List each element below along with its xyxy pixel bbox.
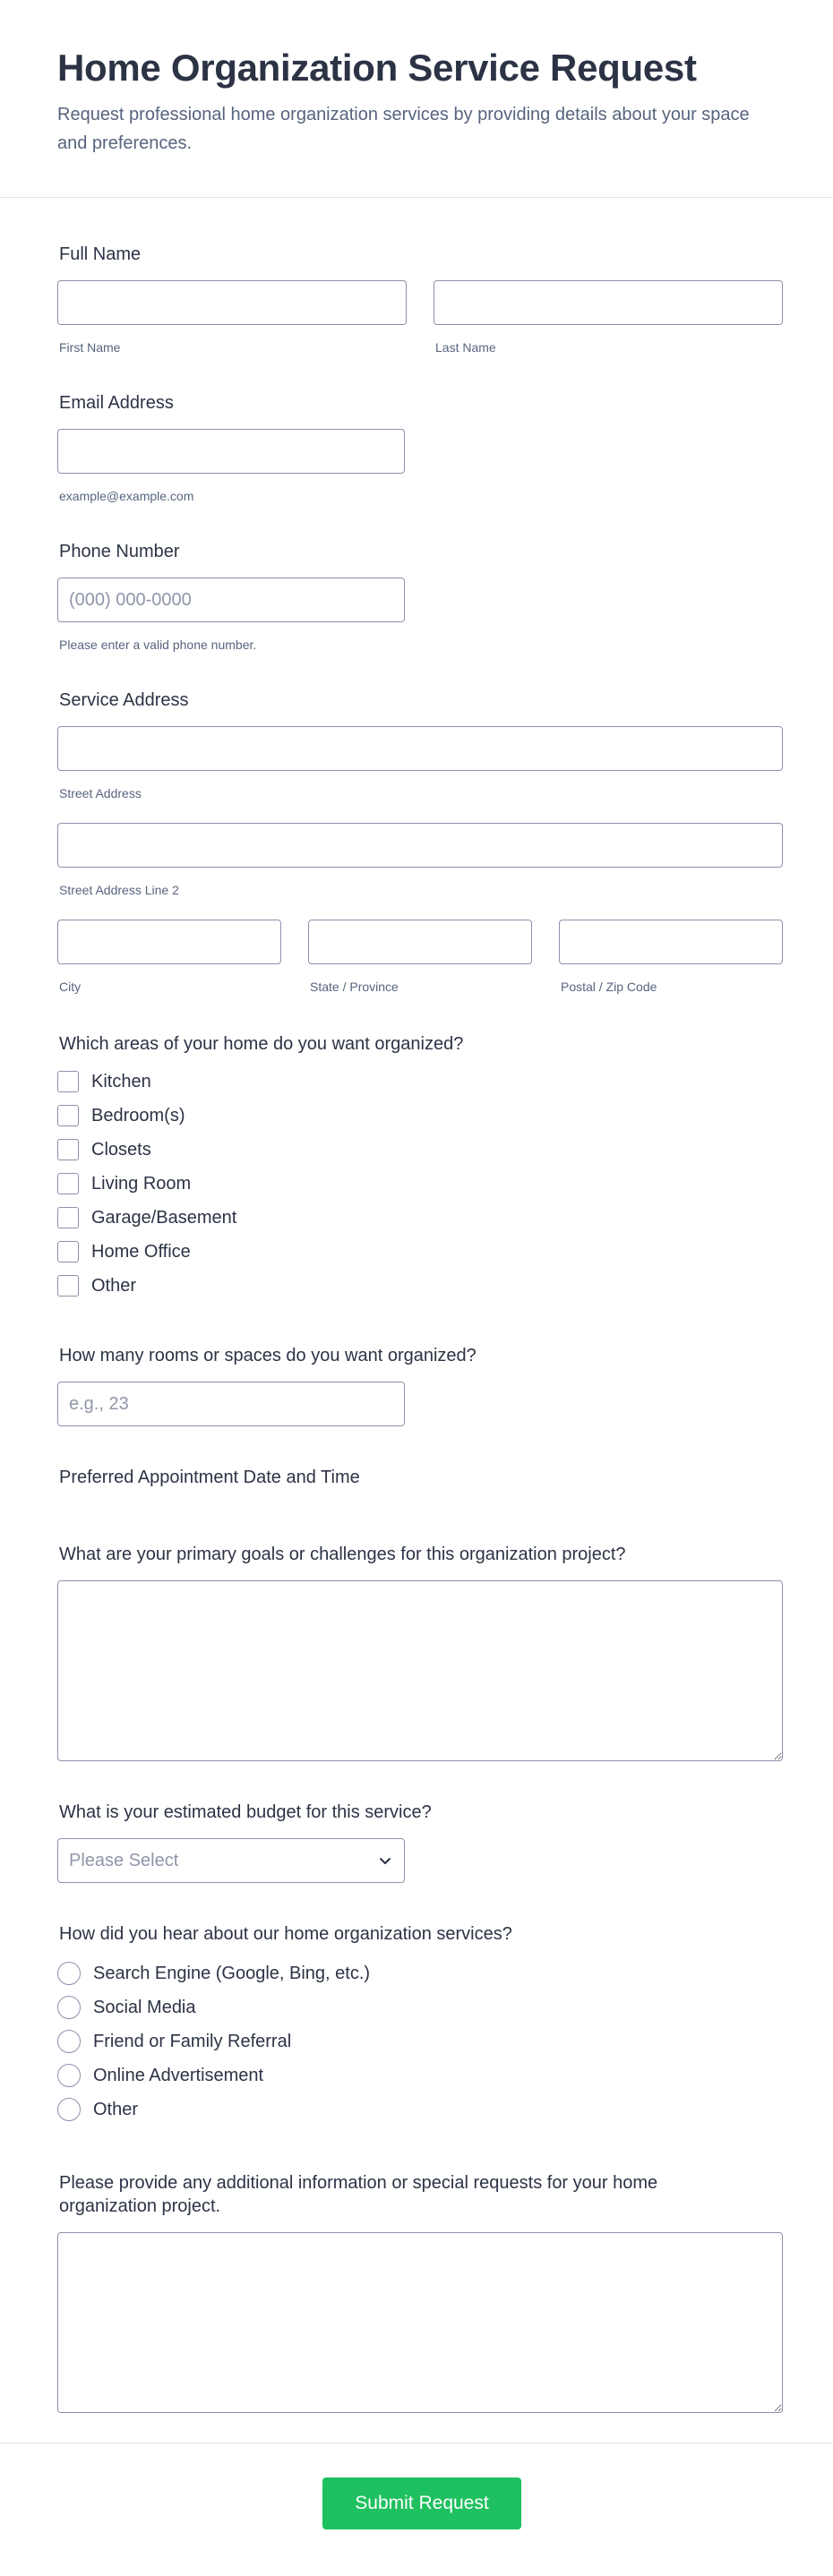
submit-button[interactable]: Submit Request (322, 2478, 521, 2529)
checkbox[interactable] (57, 1241, 79, 1262)
service-address-field (57, 689, 776, 995)
area-option-closets[interactable] (57, 1133, 776, 1167)
phone-field (57, 540, 776, 653)
referral-option-other[interactable] (57, 2092, 776, 2127)
street-address-line2-input[interactable] (57, 823, 783, 868)
state-sublabel: State / Province (310, 980, 399, 994)
phone-label: Phone Number (59, 542, 180, 561)
checkbox[interactable] (57, 1207, 79, 1228)
radio-button[interactable] (57, 2098, 81, 2121)
radio-button[interactable] (57, 2064, 81, 2087)
form-subtitle: Request professional home organization services by providing details about your space and preferences. (57, 105, 750, 153)
street-address-line2-sublabel: Street Address Line 2 (59, 883, 179, 897)
rooms-count-input[interactable] (57, 1382, 405, 1426)
area-option-label: Home Office (91, 1241, 191, 1262)
goals-textarea[interactable] (57, 1580, 783, 1761)
email-field (57, 391, 776, 504)
budget-label: What is your estimated budget for this service? (59, 1802, 432, 1822)
goals-label: What are your primary goals or challenges for this organization project? (59, 1545, 626, 1564)
radio-button[interactable] (57, 1962, 81, 1985)
phone-input[interactable] (57, 578, 405, 622)
chevron-down-icon (377, 1853, 393, 1869)
referral-option-search-engine[interactable] (57, 1956, 776, 1990)
referral-field (57, 1922, 776, 2127)
state-input[interactable] (308, 920, 532, 964)
appointment-label: Preferred Appointment Date and Time (59, 1468, 360, 1487)
checkbox[interactable] (57, 1105, 79, 1126)
referral-option-label: Friend or Family Referral (93, 2031, 292, 2051)
area-option-bedrooms[interactable] (57, 1099, 776, 1133)
referral-option-label: Other (93, 2099, 139, 2119)
email-sublabel: example@example.com (59, 489, 194, 503)
area-option-other[interactable] (57, 1269, 776, 1303)
full-name-field (57, 243, 776, 355)
additional-info-field (57, 2171, 776, 2413)
email-label: Email Address (59, 393, 174, 413)
last-name-sublabel: Last Name (435, 340, 496, 355)
referral-option-label: Social Media (93, 1997, 196, 2017)
area-option-label: Living Room (91, 1173, 192, 1194)
street-address-sublabel: Street Address (59, 786, 142, 800)
street-address-input[interactable] (57, 726, 783, 771)
budget-field (57, 1801, 776, 1883)
checkbox[interactable] (57, 1275, 79, 1297)
area-option-label: Kitchen (91, 1071, 151, 1091)
form-header (0, 0, 833, 198)
area-option-home-office[interactable] (57, 1235, 776, 1269)
budget-select[interactable] (57, 1838, 405, 1883)
area-option-label: Other (91, 1275, 137, 1296)
referral-option-social-media[interactable] (57, 1990, 776, 2024)
referral-label: How did you hear about our home organization services? (59, 1924, 512, 1944)
rooms-field (57, 1344, 776, 1426)
budget-select-value: Please Select (69, 1850, 179, 1870)
referral-option-label: Online Advertisement (93, 2065, 264, 2085)
areas-field (57, 1032, 776, 1303)
radio-button[interactable] (57, 1996, 81, 2019)
checkbox[interactable] (57, 1173, 79, 1194)
checkbox[interactable] (57, 1139, 79, 1160)
area-option-label: Closets (91, 1139, 151, 1160)
areas-options (57, 1065, 776, 1303)
area-option-kitchen[interactable] (57, 1065, 776, 1099)
form-body (0, 243, 833, 2413)
phone-sublabel: Please enter a valid phone number. (59, 638, 257, 652)
radio-button[interactable] (57, 2030, 81, 2053)
referral-option-label: Search Engine (Google, Bing, etc.) (93, 1963, 371, 1983)
service-address-label: Service Address (59, 690, 189, 710)
form-footer (0, 2443, 833, 2576)
area-option-label: Garage/Basement (91, 1207, 237, 1228)
checkbox[interactable] (57, 1071, 79, 1092)
goals-field (57, 1543, 776, 1761)
first-name-input[interactable] (57, 280, 407, 325)
zip-sublabel: Postal / Zip Code (561, 980, 657, 994)
referral-option-friend-family[interactable] (57, 2024, 776, 2058)
area-option-living-room[interactable] (57, 1167, 776, 1201)
last-name-input[interactable] (434, 280, 783, 325)
rooms-label: How many rooms or spaces do you want organized? (59, 1346, 477, 1365)
referral-option-online-ad[interactable] (57, 2058, 776, 2092)
referral-options (57, 1956, 776, 2127)
zip-input[interactable] (559, 920, 783, 964)
city-sublabel: City (59, 980, 82, 994)
appointment-field (57, 1466, 776, 1489)
email-input[interactable] (57, 429, 405, 474)
additional-info-label: Please provide any additional information or special requests for your home organization project. (59, 2173, 658, 2216)
additional-info-textarea[interactable] (57, 2232, 783, 2413)
area-option-garage-basement[interactable] (57, 1201, 776, 1235)
area-option-label: Bedroom(s) (91, 1105, 185, 1125)
city-input[interactable] (57, 920, 281, 964)
full-name-label: Full Name (59, 244, 142, 264)
form-title: Home Organization Service Request (57, 47, 697, 89)
first-name-sublabel: First Name (59, 340, 121, 355)
areas-label: Which areas of your home do you want organized? (59, 1034, 464, 1054)
